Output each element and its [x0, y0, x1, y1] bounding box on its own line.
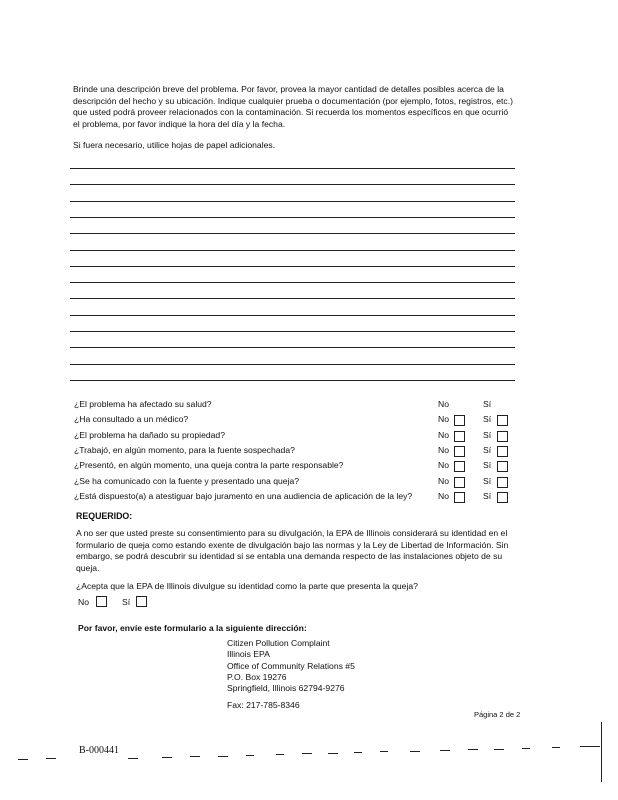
address-line: Illinois EPA — [227, 649, 270, 660]
description-line[interactable] — [70, 233, 515, 234]
description-line[interactable] — [70, 364, 515, 365]
dash-segment — [276, 754, 284, 755]
si-label: Sí — [483, 444, 492, 455]
dash-segment — [552, 747, 560, 748]
question-text: ¿Está dispuesto(a) a atestiguar bajo juramento en una audiencia de aplicación de la ley? — [74, 490, 413, 501]
fax-number: Fax: 217-785-8346 — [227, 700, 300, 711]
question-text: ¿El problema ha afectado su salud? — [74, 399, 212, 409]
dash-segment — [580, 746, 600, 747]
question-text: ¿Ha consultado a un médico? — [74, 414, 189, 425]
no-checkbox[interactable] — [454, 446, 465, 457]
dash-segment — [128, 758, 138, 759]
send-instruction: Por favor, envíe este formulario a la siguiente dirección: — [78, 623, 307, 633]
no-label: No — [438, 429, 449, 440]
description-line[interactable] — [70, 184, 515, 185]
description-line[interactable] — [70, 380, 515, 381]
description-line[interactable] — [70, 250, 515, 251]
description-line[interactable] — [70, 298, 515, 299]
no-label: No — [438, 475, 449, 486]
no-checkbox[interactable] — [454, 492, 465, 503]
scan-edge-line — [601, 722, 602, 782]
dash-segment — [18, 759, 28, 760]
question-text: ¿El problema ha dañado su propiedad? — [74, 429, 225, 440]
consent-question: ¿Acepta que la EPA de Illinois divulgue su identidad como la parte que presenta la queja? — [76, 581, 418, 591]
description-line[interactable] — [70, 217, 515, 218]
si-checkbox[interactable] — [497, 446, 508, 457]
dash-segment — [46, 758, 56, 759]
si-checkbox[interactable] — [497, 431, 508, 442]
address-line: Office of Community Relations #5 — [227, 660, 355, 671]
dash-segment — [354, 752, 362, 753]
si-checkbox[interactable] — [497, 461, 508, 472]
consent-no-checkbox[interactable] — [96, 596, 107, 607]
no-checkbox[interactable] — [454, 415, 465, 426]
mailing-address — [227, 638, 355, 712]
dash-segment — [218, 756, 228, 757]
si-label: Sí — [483, 429, 492, 440]
dash-segment — [380, 751, 388, 752]
si-checkbox[interactable] — [497, 477, 508, 488]
dash-segment — [328, 753, 338, 754]
dash-segment — [410, 751, 420, 752]
si-label: Sí — [483, 475, 492, 486]
dash-segment — [440, 750, 450, 751]
si-label: Sí — [483, 414, 492, 425]
address-line: Springfield, Illinois 62794-9276 — [227, 683, 345, 694]
question-text: ¿Se ha comunicado con la fuente y presentado una queja? — [74, 475, 300, 486]
no-label: No — [438, 399, 449, 409]
dash-segment — [468, 749, 478, 750]
no-label: No — [438, 444, 449, 455]
description-line[interactable] — [70, 168, 515, 169]
description-line[interactable] — [70, 266, 515, 267]
address-line: Citizen Pollution Complaint — [227, 638, 330, 648]
consent-no-label: No — [78, 597, 89, 607]
page-number: Página 2 de 2 — [474, 710, 521, 719]
bates-number: B-000441 — [79, 745, 119, 756]
no-checkbox[interactable] — [454, 431, 465, 442]
no-checkbox[interactable] — [454, 477, 465, 488]
consent-paragraph: A no ser que usted preste su consentimiento para su divulgación, la EPA de Illinois considerará su identidad en el formulario de queja como estando exente de divulgación bajo las normas y la Ley de Libertad de Información. Sin embargo, se podrá descubrir su identidad si se entabla una demanda respecto de las instalaciones objeto de su queja. — [76, 528, 509, 573]
si-checkbox[interactable] — [497, 415, 508, 426]
si-checkbox[interactable] — [497, 492, 508, 503]
dash-segment — [302, 753, 312, 754]
dash-segment — [190, 756, 200, 757]
si-label: Sí — [483, 490, 492, 501]
no-label: No — [438, 414, 449, 425]
no-label: No — [438, 490, 449, 501]
dash-segment — [162, 757, 172, 758]
dash-segment — [522, 748, 530, 749]
address-line: P.O. Box 19276 — [227, 671, 287, 682]
description-line[interactable] — [70, 331, 515, 332]
dash-segment — [246, 755, 254, 756]
additional-pages-note: Si fuera necesario, utilice hojas de papel adicionales. — [73, 140, 276, 150]
description-line[interactable] — [70, 347, 515, 348]
description-line[interactable] — [70, 282, 515, 283]
question-text: ¿Presentó, en algún momento, una queja contra la parte responsable? — [74, 460, 344, 471]
consent-si-checkbox[interactable] — [136, 596, 147, 607]
si-label: Sí — [483, 399, 492, 409]
si-label: Sí — [483, 460, 492, 471]
no-checkbox[interactable] — [454, 461, 465, 472]
question-text: ¿Trabajó, en algún momento, para la fuente sospechada? — [74, 444, 295, 455]
description-line[interactable] — [70, 315, 515, 316]
consent-si-label: Sí — [122, 597, 131, 607]
required-heading: REQUERIDO: — [76, 511, 133, 521]
intro-paragraph: Brinde una descripción breve del problema. Por favor, provea la mayor cantidad de detalles posibles acerca de la descripción del hecho y su ubicación. Indique cualquier prueba o documentación (por ejemplo, fotos, registros, etc.) que usted podrá proveer relacionados con la contaminación. Si recuerda los momentos específicos en que ocurrió el problema, por favor indique la hora del día y la fecha. — [73, 84, 513, 129]
description-line[interactable] — [70, 201, 515, 202]
no-label: No — [438, 460, 449, 471]
dash-segment — [494, 749, 504, 750]
